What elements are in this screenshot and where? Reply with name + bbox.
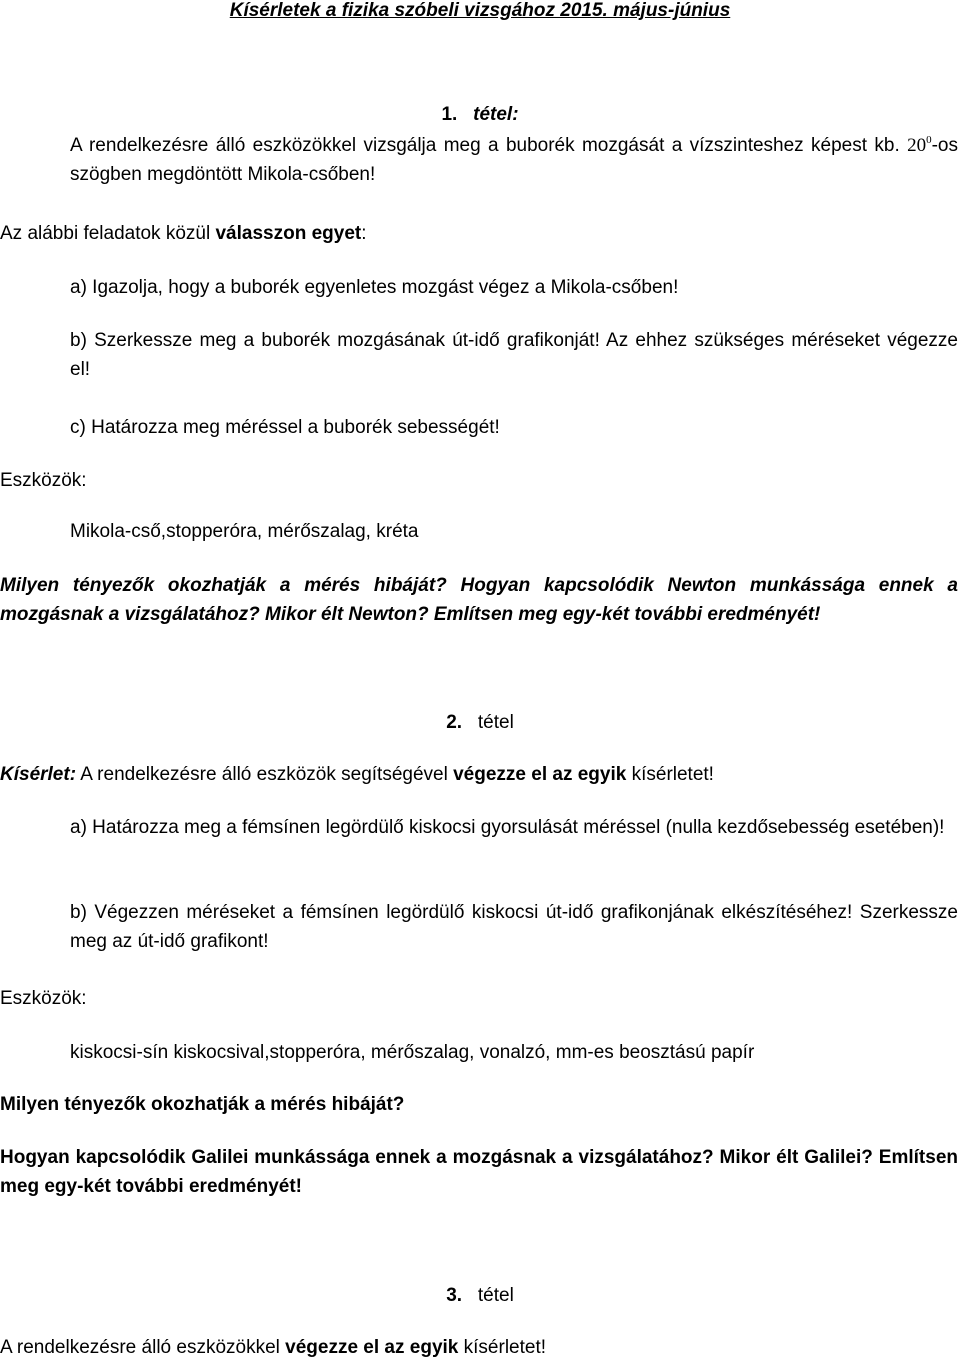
- page-header: [0, 0, 960, 25]
- intro-text-b: -os szögben megdöntött Mikola-csőben!: [70, 135, 959, 185]
- section-3-lead: A rendelkezésre álló eszközökkel végezze el az egyik kísérletet!: [0, 1337, 547, 1358]
- section-1-word: tétel:: [473, 104, 519, 125]
- intro-text-a: A rendelkezésre álló eszközökkel vizsgálja meg a buborék mozgását a vízszinteshez képest kb.: [70, 135, 900, 156]
- section-3-word: tétel: [477, 1285, 514, 1306]
- section-1-task-b: b) Szerkessze meg a buborék mozgásának út-idő grafikonját! Az ehhez szükséges méréseket végezze el!: [70, 330, 958, 380]
- section-1-question-1: Milyen tényezők okozhatják a mérés hibáját?: [0, 575, 447, 596]
- section-1-title: [0, 100, 960, 129]
- section-3-lead-emphasis: végezze el az egyik: [285, 1337, 459, 1358]
- section-1-intro: [0, 131, 960, 189]
- section-2-number: 2.: [446, 712, 463, 733]
- section-2-tools-label: Eszközök:: [0, 988, 87, 1009]
- section-1-number: 1.: [441, 104, 458, 125]
- section-2-task-a: a) Határozza meg a fémsínen legördülő kiskocsi gyorsulását méréssel (nulla kezdősebesség esetében)!: [70, 817, 945, 838]
- section-1-question-2: Hogyan kapcsolódik Newton munkássága ennek a mozgásnak a vizsgálatához? Mikor élt Newton? Említsen meg egy-két további eredményét!: [0, 575, 958, 625]
- section-2-lead: Kísérlet: A rendelkezésre álló eszközök segítségével végezze el az egyik kísérletet!: [0, 764, 714, 785]
- section-2-title: [0, 708, 960, 737]
- lead-emphasis: végezze el az egyik: [453, 764, 627, 785]
- header-title: Kísérletek a fizika szóbeli vizsgához 2015. május-június: [229, 0, 731, 21]
- section-1-task-c: c) Határozza meg méréssel a buborék sebességét!: [70, 417, 500, 438]
- experiment-label: Kísérlet:: [0, 764, 77, 785]
- section-1-tools-label: Eszközök:: [0, 470, 87, 491]
- section-2-task-b: b) Végezzen méréseket a fémsínen legördülő kiskocsi út-idő grafikonjának elkészítéséhez! Szerkessze meg az út-idő grafikont!: [70, 902, 958, 952]
- angle-value: $20^0$: [907, 134, 932, 156]
- section-2-question-2: Hogyan kapcsolódik Galilei munkássága ennek a mozgásnak a vizsgálatához? Mikor élt Galilei? Említsen meg egy-két további eredményét!: [0, 1147, 958, 1197]
- choose-emphasis: válasszon egyet: [215, 223, 362, 244]
- section-2-word: tétel: [477, 712, 514, 733]
- section-3-number: 3.: [446, 1285, 463, 1306]
- section-1-task-a: a) Igazolja, hogy a buborék egyenletes mozgást végez a Mikola-csőben!: [70, 277, 679, 298]
- section-2-tools: kiskocsi-sín kiskocsival,stopperóra, mérőszalag, vonalzó, mm-es beosztású papír: [70, 1042, 755, 1063]
- section-3-title: [0, 1281, 960, 1310]
- section-1-tools: Mikola-cső,stopperóra, mérőszalag, kréta: [70, 521, 419, 542]
- section-2-question-1: Milyen tényezők okozhatják a mérés hibáját?: [0, 1094, 405, 1115]
- section-1-choose: Az alábbi feladatok közül válasszon egyet:: [0, 223, 367, 244]
- section-1-questions: [0, 571, 960, 629]
